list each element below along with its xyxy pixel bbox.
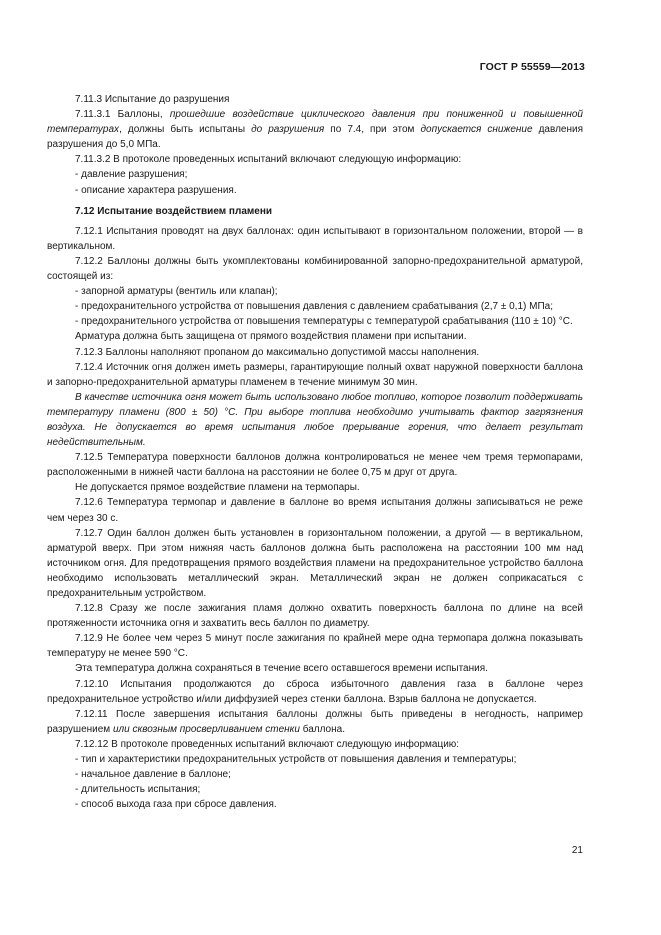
list-item: - давление разрушения; — [75, 169, 188, 181]
page-number: 21 — [571, 845, 583, 856]
section-heading: 7.12 Испытание воздействием пламени — [75, 205, 273, 217]
list-item: - предохранительного устройства от повышения давления с давлением срабатывания (2,7 ± 0,1) МПа; — [75, 301, 553, 313]
paragraph: Эта температура должна сохраняться в течение всего оставшегося времени испытания. — [75, 663, 488, 675]
paragraph: 7.11.3.2 В протоколе проведенных испытаний включают следующую информацию: — [75, 154, 462, 166]
paragraph: 7.12.5 Температура поверхности баллонов должна контролироваться не менее чем тремя термопарами, расположенными в нижней части баллона на расстоянии не более 0,75 м друг от друга. — [47, 452, 583, 479]
paragraph: 7.12.4 Источник огня должен иметь размеры, гарантирующие полный охват наружной поверхности баллона и запорно-предохранительной арматуры пламенем в течение минимум 30 мин. — [47, 361, 583, 388]
paragraph: 7.12.11 После завершения испытания баллоны должны быть приведены в негодность, например разрушением или сквозным просверливанием стенки баллона. — [47, 708, 583, 735]
list-item: - предохранительного устройства от повышения температуры с температурой срабатывания (110 ± 10) °С. — [75, 316, 573, 328]
document-header: ГОСТ Р 55559—2013 — [479, 61, 585, 73]
list-item: - способ выхода газа при сбросе давления. — [75, 799, 277, 811]
paragraph: 7.12.7 Один баллон должен быть установлен в горизонтальном положении, а другой — в вертикальном, арматурой вверх. При этом нижняя часть баллонов должна быть расположена на расстоянии 100 мм над источником огня. Для предотвращения прямого воздействия пламени на предохранительное устройство баллона необходимо использовать металлический экран. Металлический экран не должен соприкасаться с предохранительным устройством. — [47, 527, 583, 599]
paragraph: Не допускается прямое воздействие пламени на термопары. — [75, 482, 360, 494]
paragraph: 7.12.1 Испытания проводят на двух баллонах: один испытывают в горизонтальном положении, второй — в вертикальном. — [47, 225, 583, 252]
paragraph: 7.11.3.1 Баллоны, прошедшие воздействие циклического давления при пониженной и повышенной температурах, должны быть испытаны до разрушения по 7.4, при этом допускается снижение давления разрушения до 5,0 МПа. — [47, 109, 583, 151]
paragraph: 7.12.6 Температура термопар и давление в баллоне во время испытания должны записываться не реже чем через 30 с. — [47, 497, 583, 524]
paragraph: 7.12.2 Баллоны должны быть укомплектованы комбинированной запорно-предохранительной арматурой, состоящей из: — [47, 255, 583, 283]
paragraph: Арматура должна быть защищена от прямого воздействия пламени при испытании. — [75, 331, 467, 343]
list-item: - запорной арматуры (вентиль или клапан); — [75, 286, 278, 298]
paragraph: 7.12.3 Баллоны наполняют пропаном до максимально допустимой массы наполнения. — [75, 346, 480, 358]
subsection-title: 7.11.3 Испытание до разрушения — [75, 94, 230, 105]
list-item: - тип и характеристики предохранительных устройств от повышения давления и температуры; — [75, 754, 517, 766]
paragraph: 7.12.10 Испытания продолжаются до сброса избыточного давления газа в баллоне через предохранительное устройство и/или диффузией через стенки баллона. Взрыв баллона не допускается. — [47, 678, 583, 705]
list-item: - начальное давление в баллоне; — [75, 769, 231, 781]
note-paragraph: В качестве источника огня может быть использовано любое топливо, которое позволит поддерживать температуру пламени (800 ± 50) °С. При выборе топлива необходимо учитывать фактор загрязнения воздуха. Не допускается во время испытания любое прерывание горения, что делает результат недействительным. — [47, 391, 583, 449]
list-item: - описание характера разрушения. — [75, 184, 237, 196]
list-item: - длительность испытания; — [75, 784, 201, 796]
paragraph: 7.12.8 Сразу же после зажигания пламя должно охватить поверхность баллона по длине на всей протяженности источника огня и захватить весь баллон по диаметру. — [47, 603, 583, 630]
paragraph: 7.12.9 Не более чем через 5 минут после зажигания по крайней мере одна термопара должна показывать температуру не менее 590 °С. — [47, 633, 583, 660]
document-body — [47, 92, 583, 812]
paragraph: 7.12.12 В протоколе проведенных испытаний включают следующую информацию: — [75, 738, 460, 750]
